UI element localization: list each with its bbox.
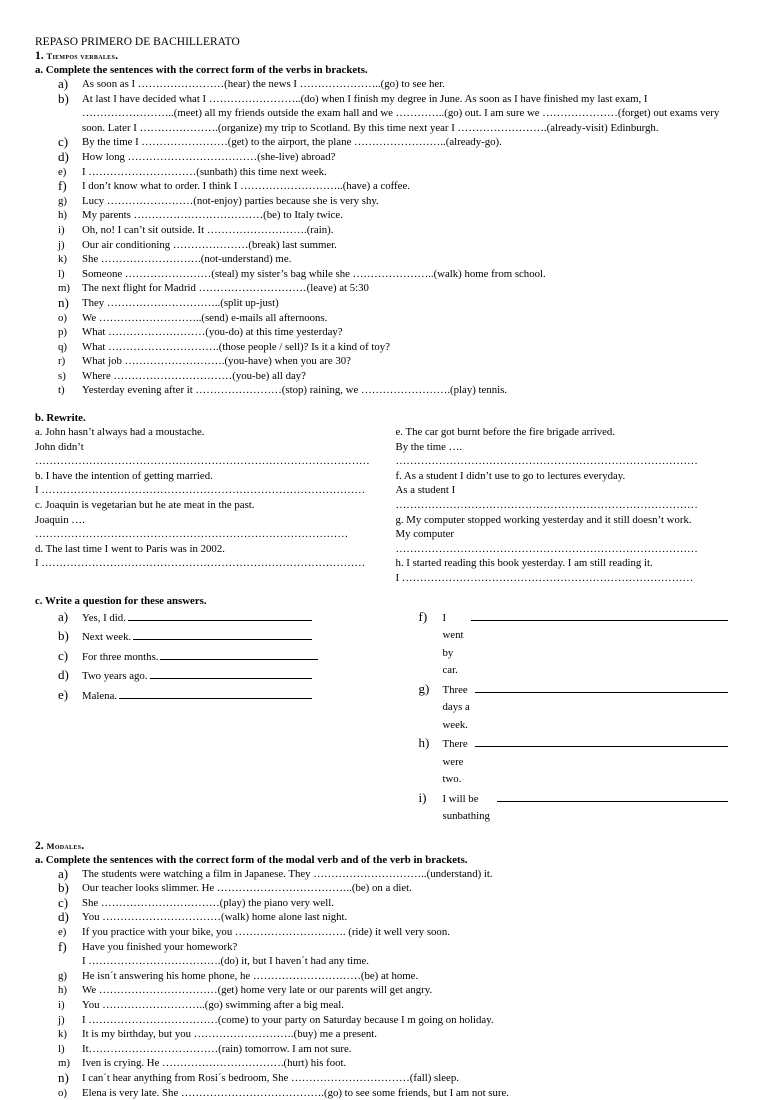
item-label: j) [35, 238, 82, 253]
rewrite-right-column [382, 425, 729, 586]
answer-line: ………………………………………………………………………… [396, 498, 729, 513]
item-label: g) [396, 680, 443, 698]
exercise-item [35, 92, 728, 136]
item-label: n) [35, 1071, 82, 1086]
exercise-item [35, 910, 728, 925]
item-label: m) [35, 1056, 82, 1071]
item-text: It is my birthday, but you ……………………….(buy) me a present. [82, 1027, 728, 1042]
item-text: Where ……………………………(you-be) all day? [82, 369, 728, 384]
item-label: e) [35, 686, 82, 704]
item-label: c) [35, 135, 82, 150]
rewrite-line: My computer [396, 527, 729, 542]
item-label: t) [35, 383, 82, 398]
item-label: a) [35, 77, 82, 92]
rewrite-line: Joaquin …. [35, 513, 382, 528]
exercise-item [35, 998, 728, 1013]
question-blank-line [497, 790, 728, 802]
item-text: Our air conditioning …………………(break) last summer. [82, 238, 728, 253]
item-label: e) [35, 165, 82, 180]
item-text: Lucy ……………………(not-enjoy) parties because she is very shy. [82, 194, 728, 209]
item-label: l) [35, 267, 82, 282]
item-text: At last I have decided what I ……………………..(do) when I finish my degree in June. As soon as I have finished my last exam, I ……………………..(meet) all my friends outside the exam hall and we …………..(go) out. I am sure we …………………(forget) out exams very soon. Later I ………………….(organize) my trip to Scotland. By this time next year I …………………….(already-visit) Edinburgh. [82, 92, 728, 136]
exercise-item [35, 77, 728, 92]
item-label: r) [35, 354, 82, 369]
item-label: b) [35, 92, 82, 136]
section-name: Modales [47, 841, 82, 851]
item-text: Our teacher looks slimmer. He ………………………………..(be) on a diet. [82, 881, 728, 896]
section-1-heading [35, 49, 728, 63]
item-label: c) [35, 647, 82, 665]
exercise-item [35, 223, 728, 238]
answer-text: For three months. [82, 649, 158, 667]
item-text: Someone ……………………(steal) my sister’s bag while she …………………..(walk) home from school. [82, 267, 728, 282]
part-a-heading: a. Complete the sentences with the correct form of the verbs in brackets. [35, 63, 728, 77]
item-text: I ………………………………(come) to your party on Saturday because I m going on holiday. [82, 1013, 728, 1028]
exercise-item [35, 296, 728, 311]
item-text: The next flight for Madrid …………………………(leave) at 5:30 [82, 281, 728, 296]
item-label: h) [35, 208, 82, 223]
rewrite-line: I ……………………………………………………………………………… [35, 483, 382, 498]
answer-line: ………………………………………………………………………………… [35, 454, 382, 469]
exercise-item [35, 150, 728, 165]
item-label: i) [35, 998, 82, 1013]
question-item [396, 734, 729, 789]
section-number: 1. [35, 50, 44, 62]
item-label: b) [35, 881, 82, 896]
answer-line: ………………………………………………………………………… [396, 454, 729, 469]
section-dot: . [81, 840, 84, 852]
exercise-item [35, 135, 728, 150]
item-text: What ………………………….(those people / sell)? Is it a kind of toy? [82, 340, 728, 355]
item-text: I ……………………………….(do) it, but I haven´t had any time. [82, 954, 728, 969]
item-label: o) [35, 311, 82, 326]
answer-text: Malena. [82, 688, 117, 706]
exercise-item [35, 369, 728, 384]
question-left-column [35, 608, 382, 826]
rewrite-left-column [35, 425, 382, 586]
item-label: k) [35, 252, 82, 267]
section-dot: . [115, 50, 118, 62]
item-text: Oh, no! I can’t sit outside. It ……………………….(rain). [82, 223, 728, 238]
exercise-item [35, 940, 728, 955]
item-label: d) [35, 150, 82, 165]
item-text: How long ………………………………(she-live) abroad? [82, 150, 728, 165]
answer-text: I will be sunbathing [443, 791, 496, 826]
rewrite-line: g. My computer stopped working yesterday and it still doesn’t work. [396, 513, 729, 528]
rewrite-line: I ……………………………………………………………………………… [35, 556, 382, 571]
rewrite-line: By the time …. [396, 440, 729, 455]
item-label: h) [396, 734, 443, 752]
item-label: i) [396, 789, 443, 807]
item-label: a) [35, 867, 82, 882]
exercise-item [35, 238, 728, 253]
answer-text: Three days a week. [443, 682, 474, 735]
exercise-item [35, 383, 728, 398]
answer-text: I went by car. [443, 610, 470, 680]
item-label: q) [35, 340, 82, 355]
exercise-item [35, 881, 728, 896]
answer-text: There were two. [443, 736, 474, 789]
item-label: g) [35, 969, 82, 984]
item-text: I can´t hear anything from Rosi´s bedroom, She ……………………………(fall) sleep. [82, 1071, 728, 1086]
item-label: a) [35, 608, 82, 626]
question-item [396, 680, 729, 735]
exercise-item [35, 1071, 728, 1086]
item-text: Yesterday evening after it ……………………(stop) raining, we …………………….(play) tennis. [82, 383, 728, 398]
rewrite-line: I ……………………………………………………………………… [396, 571, 729, 586]
modal-part-a-heading: a. Complete the sentences with the correct form of the modal verb and of the verb in brackets. [35, 853, 728, 867]
exercise-item [35, 896, 728, 911]
part-b-heading: b. Rewrite. [35, 411, 728, 425]
question-item [396, 608, 729, 680]
item-text: They …………………………..(split up-just) [82, 296, 728, 311]
rewrite-line: As a student I [396, 483, 729, 498]
item-text: I …………………………(sunbath) this time next week. [82, 165, 728, 180]
rewrite-line: c. Joaquin is vegetarian but he ate meat in the past. [35, 498, 382, 513]
section-2-heading [35, 839, 728, 853]
item-label: o) [35, 1086, 82, 1100]
exercise-item [35, 325, 728, 340]
item-label: c) [35, 896, 82, 911]
answer-line: ………………………………………………………………………… [396, 542, 729, 557]
item-label: f) [35, 940, 82, 955]
item-label: d) [35, 666, 82, 684]
rewrite-line: a. John hasn’t always had a moustache. [35, 425, 382, 440]
exercise-item [35, 311, 728, 326]
item-label: d) [35, 910, 82, 925]
item-label: i) [35, 223, 82, 238]
question-blank-line [119, 687, 312, 699]
exercise-item [35, 1013, 728, 1028]
exercise-item [35, 281, 728, 296]
item-text: I don’t know what to order. I think I ………………………..(have) a coffee. [82, 179, 728, 194]
answer-text: Yes, I did. [82, 610, 126, 628]
item-label: p) [35, 325, 82, 340]
item-text: By the time I ……………………(get) to the airport, the plane ……………………..(already-go). [82, 135, 728, 150]
question-blank-line [160, 648, 318, 660]
modal-verb-list [35, 867, 728, 1100]
question-blank-line [150, 667, 312, 679]
item-label: k) [35, 1027, 82, 1042]
rewrite-line: John didn’t [35, 440, 382, 455]
page-title: REPASO PRIMERO DE BACHILLERATO [35, 35, 728, 49]
exercise-item [35, 194, 728, 209]
rewrite-line: h. I started reading this book yesterday. I am still reading it. [396, 556, 729, 571]
item-label: g) [35, 194, 82, 209]
section-name: Tiempos verbales [47, 51, 116, 61]
item-label: e) [35, 925, 82, 940]
item-label: f) [396, 608, 443, 626]
part-c-heading: c. Write a question for these answers. [35, 594, 728, 608]
item-text: He isn´t answering his home phone, he …………………………(be) at home. [82, 969, 728, 984]
item-text: If you practice with your bike, you …………………………. (ride) it well very soon. [82, 925, 728, 940]
exercise-item [35, 252, 728, 267]
item-text: Elena is very late. She ………………………………….(go) to see some friends, but I am not sure. [82, 1086, 728, 1100]
item-label: n) [35, 296, 82, 311]
item-text: You ………………………..(go) swimming after a big meal. [82, 998, 728, 1013]
exercise-item [35, 1086, 728, 1100]
exercise-item [35, 1042, 728, 1057]
item-text: You ……………………………(walk) home alone last night. [82, 910, 728, 925]
item-label: f) [35, 179, 82, 194]
item-text: As soon as I ……………………(hear) the news I …………………..(go) to see her. [82, 77, 728, 92]
exercise-item [35, 165, 728, 180]
item-text: What ………………………(you-do) at this time yesterday? [82, 325, 728, 340]
question-blank-line [128, 609, 312, 621]
question-item [396, 789, 729, 826]
item-label: l) [35, 1042, 82, 1057]
rewrite-line: f. As a student I didn’t use to go to lectures everyday. [396, 469, 729, 484]
item-text: The students were watching a film in Japanese. They …………………………..(understand) it. [82, 867, 728, 882]
question-columns [35, 608, 728, 826]
exercise-item [35, 267, 728, 282]
item-text: We ……………………………(get) home very late or our parents will get angry. [82, 983, 728, 998]
section-number: 2. [35, 840, 44, 852]
answer-text: Next week. [82, 629, 131, 647]
item-label: b) [35, 627, 82, 645]
answer-line: …………………………………………………………………………… [35, 527, 382, 542]
exercise-item [35, 969, 728, 984]
exercise-item [35, 179, 728, 194]
verb-tense-list [35, 77, 728, 398]
question-blank-line [475, 681, 728, 693]
question-right-column [382, 608, 729, 826]
question-blank-line [471, 609, 728, 621]
exercise-item [35, 925, 728, 940]
item-text: Iven is crying. He …………………………….(hurt) his foot. [82, 1056, 728, 1071]
exercise-item [35, 983, 728, 998]
exercise-item [35, 867, 728, 882]
rewrite-columns [35, 425, 728, 586]
item-text: My parents ………………………………(be) to Italy twice. [82, 208, 728, 223]
rewrite-line: e. The car got burnt before the fire brigade arrived. [396, 425, 729, 440]
item-text: She ……………………………(play) the piano very well. [82, 896, 728, 911]
exercise-item [35, 354, 728, 369]
item-label: m) [35, 281, 82, 296]
question-item [35, 647, 382, 667]
exercise-item [35, 1027, 728, 1042]
exercise-item [35, 208, 728, 223]
item-label: h) [35, 983, 82, 998]
question-item [35, 666, 382, 686]
item-text: What job ……………………….(you-have) when you are 30? [82, 354, 728, 369]
exercise-item [35, 1056, 728, 1071]
item-label: s) [35, 369, 82, 384]
answer-text: Two years ago. [82, 668, 148, 686]
item-label: j) [35, 1013, 82, 1028]
item-text: Have you finished your homework? [82, 940, 728, 955]
rewrite-line: b. I have the intention of getting married. [35, 469, 382, 484]
exercise-item [35, 340, 728, 355]
item-text: We ………………………..(send) e-mails all afternoons. [82, 311, 728, 326]
question-item [35, 627, 382, 647]
question-item [35, 608, 382, 628]
item-text: It………………………………(rain) tomorrow. I am not sure. [82, 1042, 728, 1057]
question-blank-line [133, 628, 312, 640]
item-text: She ……………………….(not-understand) me. [82, 252, 728, 267]
question-item [35, 686, 382, 706]
exercise-item [35, 954, 728, 969]
question-blank-line [475, 735, 728, 747]
rewrite-line: d. The last time I went to Paris was in 2002. [35, 542, 382, 557]
item-label [35, 954, 82, 969]
